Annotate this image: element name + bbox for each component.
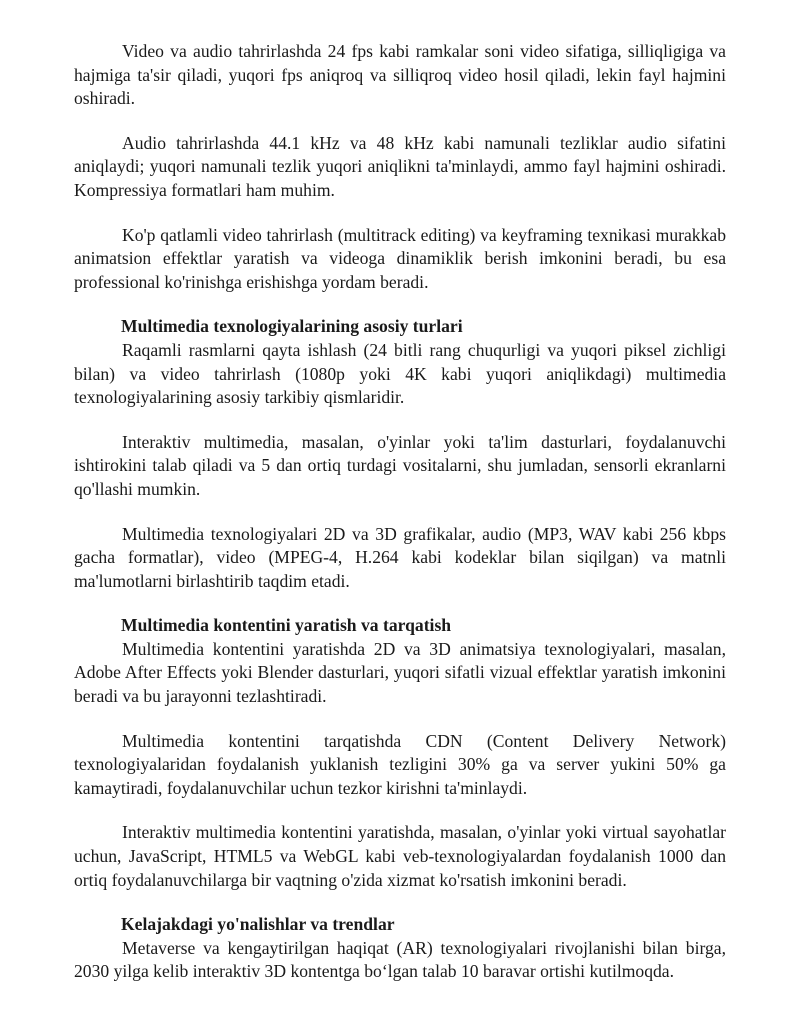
- paragraph: Multimedia texnologiyalari 2D va 3D grafikalar, audio (MP3, WAV kabi 256 kbps gacha formatlar), video (MPEG-4, H.264 kabi kodeklar bilan siqilgan) va matnli ma'lumotlarni birlashtirib taqdim etadi.: [74, 523, 726, 591]
- paragraph: Metaverse va kengaytirilgan haqiqat (AR) texnologiyalari rivojlanishi bilan birga, 2030 yilga kelib interaktiv 3D kontentga bo‘lgan talab 10 baravar ortishi kutilmoqda.: [74, 937, 726, 982]
- section-heading: Multimedia texnologiyalarining asosiy turlari: [121, 316, 463, 337]
- document-page: [74, 40, 726, 1005]
- paragraph: Raqamli rasmlarni qayta ishlash (24 bitli rang chuqurligi va yuqori piksel zichligi bilan) va video tahrirlash (1080p yoki 4K kabi yuqori aniqlikdagi) multimedia texnologiyalarining asosiy tarkibiy qismlaridir.: [74, 339, 726, 408]
- paragraph: Ko'p qatlamli video tahrirlash (multitrack editing) va keyframing texnikasi murakkab animatsion effektlar yaratish va videoga dinamiklik berish imkonini beradi, bu esa professional ko'rinishga erishishga yordam beradi.: [74, 224, 726, 292]
- paragraph: Interaktiv multimedia kontentini yaratishda, masalan, o'yinlar yoki virtual sayohatlar uchun, JavaScript, HTML5 va WebGL kabi veb-texnologiyalardan foydalanish 1000 dan ortiq foydalanuvchilarga bir vaqtning o'zida xizmat ko'rsatish imkonini beradi.: [74, 822, 726, 890]
- paragraph: Audio tahrirlashda 44.1 kHz va 48 kHz kabi namunali tezliklar audio sifatini aniqlaydi; yuqori namunali tezlik yuqori aniqlikni ta'minlaydi, ammo fayl hajmini oshiradi. Kompressiya formatlari ham muhim.: [74, 132, 726, 200]
- paragraph: Multimedia kontentini yaratishda 2D va 3D animatsiya texnologiyalari, masalan, Adobe After Effects yoki Blender dasturlari, yuqori sifatli vizual effektlar yaratish imkonini beradi va bu jarayonni tezlashtiradi.: [74, 638, 726, 707]
- paragraph: Video va audio tahrirlashda 24 fps kabi ramkalar soni video sifatiga, silliqligiga va hajmiga ta'sir qiladi, yuqori fps aniqroq va silliqroq video hosil qiladi, lekin fayl hajmini oshiradi.: [74, 41, 726, 109]
- section-heading: Multimedia kontentini yaratish va tarqatish: [121, 615, 452, 636]
- paragraph: Interaktiv multimedia, masalan, o'yinlar yoki ta'lim dasturlari, foydalanuvchi ishtirokini talab qiladi va 5 dan ortiq turdagi vositalarni, shu jumladan, sensorli ekranlarni qo'llashi mumkin.: [74, 431, 726, 499]
- section-heading: Kelajakdagi yo'nalishlar va trendlar: [121, 914, 395, 935]
- paragraph: Multimedia kontentini tarqatishda CDN (Content Delivery Network) texnologiyalaridan foydalanish yuklanish tezligini 30% ga va server yukini 50% ga kamaytiradi, foydalanuvchilar uchun tezkor kirishni ta'minlaydi.: [74, 730, 726, 798]
